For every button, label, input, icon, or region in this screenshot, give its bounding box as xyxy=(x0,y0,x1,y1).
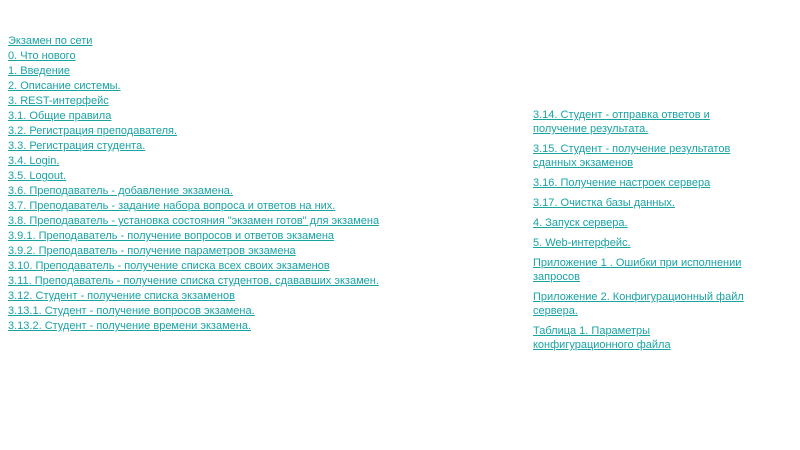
toc-link-left-14[interactable]: 3.9.2. Преподаватель - получение параметров экзамена xyxy=(8,245,296,257)
toc-link-right-0[interactable]: 3.14. Студент - отправка ответов и получение результата. xyxy=(533,109,710,135)
toc-link-left-4[interactable]: 3. REST-интерфейс xyxy=(8,95,109,107)
toc-link-left-15[interactable]: 3.10. Преподаватель - получение списка всех своих экзаменов xyxy=(8,260,330,272)
toc-link-left-1[interactable]: 0. Что нового xyxy=(8,50,76,62)
toc-link-left-13[interactable]: 3.9.1. Преподаватель - получение вопросов и ответов экзамена xyxy=(8,230,335,242)
toc-link-right-8[interactable]: Таблица 1. Параметры конфигурационного файла xyxy=(533,325,671,351)
toc-link-right-4[interactable]: 4. Запуск сервера. xyxy=(533,217,628,229)
toc-link-left-6[interactable]: 3.2. Регистрация преподавателя. xyxy=(8,125,178,137)
toc-left-column xyxy=(8,34,448,334)
toc-link-left-18[interactable]: 3.13.1. Студент - получение вопросов экзамена. xyxy=(8,305,255,317)
toc-link-right-6[interactable]: Приложение 1 . Ошибки при исполнении запросов xyxy=(533,257,742,283)
toc-link-left-17[interactable]: 3.12. Студент - получение списка экзаменов xyxy=(8,290,235,302)
toc-link-left-19[interactable]: 3.13.2. Студент - получение времени экзамена. xyxy=(8,320,252,332)
toc-link-left-3[interactable]: 2. Описание системы. xyxy=(8,80,121,92)
toc-link-left-2[interactable]: 1. Введение xyxy=(8,65,71,77)
toc-link-right-5[interactable]: 5. Web-интерфейс. xyxy=(533,237,631,249)
toc-link-left-8[interactable]: 3.4. Login. xyxy=(8,155,60,167)
toc-link-right-2[interactable]: 3.16. Получение настроек сервера xyxy=(533,177,711,189)
toc-link-left-11[interactable]: 3.7. Преподаватель - задание набора вопроса и ответов на них. xyxy=(8,200,336,212)
toc-link-left-5[interactable]: 3.1. Общие правила xyxy=(8,110,112,122)
toc-link-right-1[interactable]: 3.15. Студент - получение результатов сданных экзаменов xyxy=(533,143,731,169)
toc-link-left-7[interactable]: 3.3. Регистрация студента. xyxy=(8,140,146,152)
toc-right-column xyxy=(533,108,753,358)
toc-link-left-10[interactable]: 3.6. Преподаватель - добавление экзамена. xyxy=(8,185,233,197)
toc-link-left-12[interactable]: 3.8. Преподаватель - установка состояния "экзамен готов" для экзамена xyxy=(8,215,380,227)
toc-link-right-3[interactable]: 3.17. Очистка базы данных. xyxy=(533,197,675,209)
toc-link-right-7[interactable]: Приложение 2. Конфигурационный файл сервера. xyxy=(533,291,744,317)
toc-link-left-9[interactable]: 3.5. Logout. xyxy=(8,170,67,182)
toc-link-left-16[interactable]: 3.11. Преподаватель - получение списка студентов, сдававших экзамен. xyxy=(8,275,379,287)
toc-link-left-0[interactable]: Экзамен по сети xyxy=(8,35,93,47)
